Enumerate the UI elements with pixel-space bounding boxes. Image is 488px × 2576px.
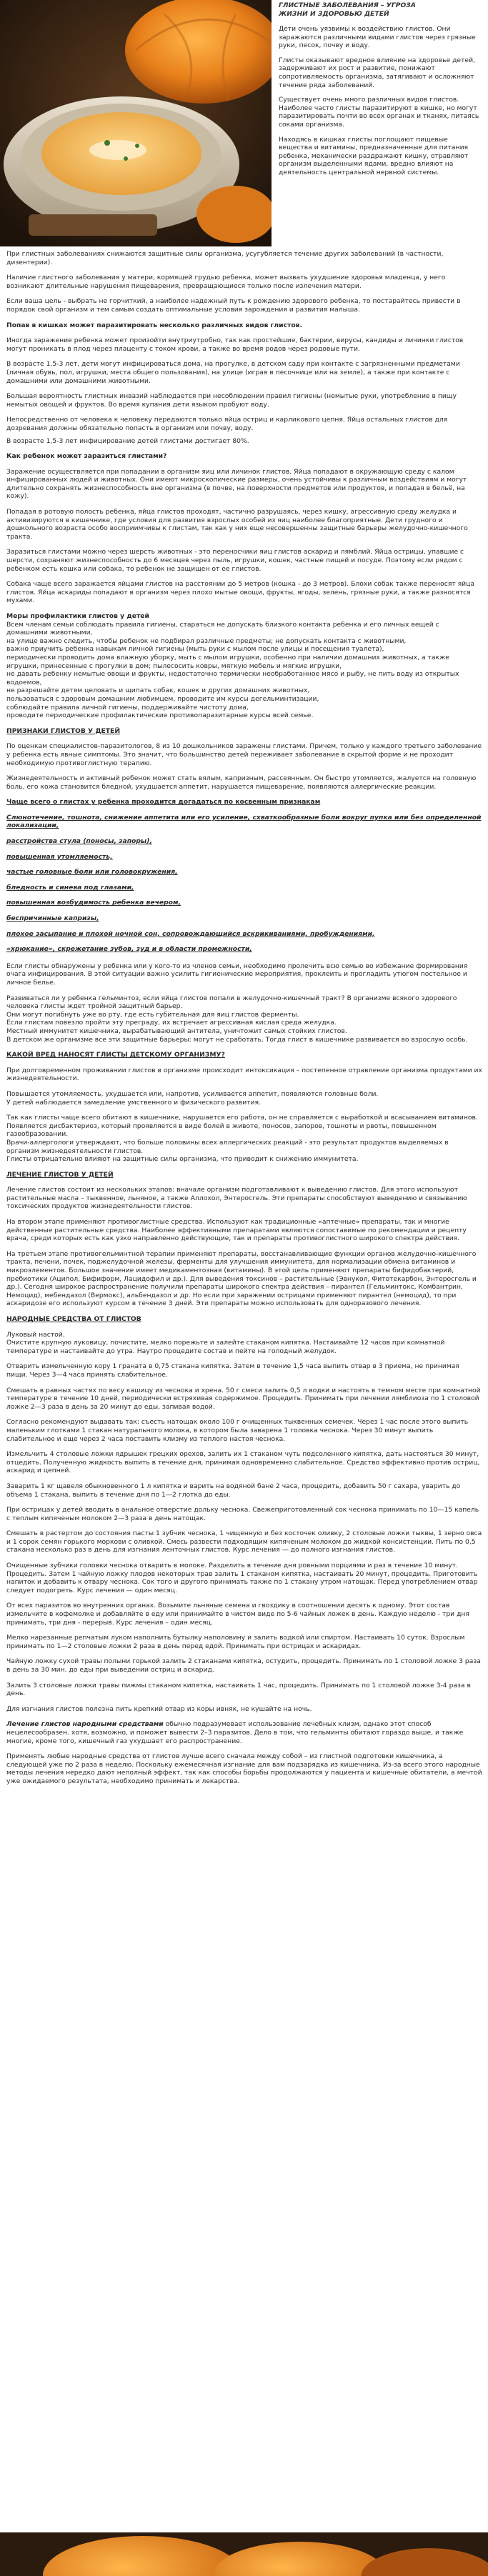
body-line: Повышается утомляемость, ухудшается или, напротив, усиливается аппетит, появляются головные боли.: [6, 1089, 379, 1098]
symptom-item: плохое засыпание и плохой ночной сон, сопровождающийся вскрикиваниями, пробуждениями,: [6, 929, 375, 938]
body-paragraph: Попадая в ротовую полость ребенка, яйца глистов проходят, частично разрушаясь, через кишку, агрессивную среду желудка и активизируются в кишечнике, где условия для развития взрослых особей из яиц наиболее благоприятные. Дети грудного и дошкольного возраста особо восприимчивы к глистам, так как у них еще несовершенны защитные барьеры желудочно-кишечного тракта.: [6, 508, 468, 541]
symptom-item: бледность и синева под глазами,: [6, 883, 134, 892]
closing-paragraph: [6, 1720, 482, 1745]
recipe-item: Согласно рекомендуют выдавать так: съесть натощак около 100 г очищенных тыквенных семечек. Через 1 час после этого выпить маленьким глотками 1 стакан натурального молока, в котором была заварена 1 головка чеснока. Через 30 минут выпить слабительное и еще через 2 часа поставить клизму из теплого настоя чеснока.: [6, 1418, 469, 1443]
closing-paragraph-2: Применять любые народные средства от глистов лучше всего сначала между собой – из глистной подготовки кишечника, а следующей уже по 2 раза в неделю. Поскольку ежемесячная изгнание для вам подзарядка из кишечника. Из-за всего этого народные методы лечения нередко дают неполный эффект, так как способы борьбы продолжаются у пациента и кишечные обитатели, а мечтой уже ожидаемого результата, необходимо принимать и лекарства.: [6, 1752, 482, 1785]
recipe-title: Луковый настой.: [6, 1330, 65, 1339]
intro-paragraph: Глисты оказывают вредное влияние на здоровье детей, задерживают их рост и развитие, понижают сопротивляемость организма, затягивают и осложняют течение ряда заболеваний.: [279, 56, 475, 89]
body-paragraph: На третьем этапе противогельминтной терапии применяют препараты, восстанавливающие функции органов желудочно-кишечного тракта, печени, почек, поджелудочной железы, ферменты для улучшения иммунитета, для нормализации обмена витаминов и микроэлементов. Большое значение имеет медикаментозная (витамины). В этой цель применяют препараты бифидобактерий, пребиотики (Аципол, Бифиформ, Лацидофил и др.). Для выведения токсинов – растительные (Эвнукол, Фитотекарбон, Энтеросгель и др.). Сегодня широкое распространение получили препараты широкого спектра действия – пирантел (Гельминтокс, Комбантрин, Немоцид), мебендазол (Вермокс), альбендазол и др. Но если при заражении острицами применяют пирантел (немоцид), то при аскаридозе его используют курсом в течение 3 дней. Эти препараты можно использовать для одноразового лечения.: [6, 1249, 477, 1308]
title-line-1: ГЛИСТНЫЕ ЗАБОЛЕВАНИЯ – УГРОЗА: [279, 1, 416, 9]
closing-text: обычно подразумевает использование лечебных клизм, однако этот способ нецелесообразен. хотя, возможно, и поможет вывести 2–3 паразитов. Дело в том, что гельминты обитают гораздо выше, и также многие, кроме того, кишечный газ ухудшает его распространение.: [6, 1720, 464, 1745]
intro-paragraph: Находясь в кишках глисты поглощают пищевые вещества и витамины, предназначенные для питания ребенка, механически раздражают кишку, отравляют организм выделенными ядами, вредно влияют на деятельность центральной нервной системы.: [279, 135, 469, 176]
section-heading-how: Как ребенок может заразиться глистами?: [6, 452, 167, 461]
list-item: периодически проводить дома влажную уборку, мыть с мылом игрушки, особенно при наличии домашних животных, а также игрушки, принесенные с прогулки в дом; пылесосить ковры, мягкую мебель и мягкие игрушки,: [6, 653, 449, 670]
body-line: Если глистам повезло пройти эту преграду, их встречает агрессивная кислая среда желудка.: [6, 1019, 337, 1027]
section-heading-ways: Попав в кишках может паразитировать несколько различных видов глистов.: [6, 321, 302, 329]
list-item: соблюдайте правила личной гигиены, поддерживайте чистоту дома,: [6, 703, 249, 712]
body-paragraph: При долговременном проживании глистов в организме происходит интоксикация – постепенное отравление организма продуктами их жизнедеятельности.: [6, 1066, 482, 1083]
list-item: важно приучить ребенка навыкам личной гигиены (мыть руки с мылом после улицы и посещения туалета),: [6, 645, 384, 654]
body-paragraph: В возрасте 1,5-3 лет инфицирование детей глистами достигает 80%.: [6, 436, 249, 445]
orange-photo-icon: [0, 2532, 488, 2576]
symptom-item: повышенная утомляемость,: [6, 852, 113, 861]
intro-paragraph: Существует очень много различных видов глистов. Наиболее часто глисты паразитируют в кишке, но могут паразитировать почти во всех органах и тканях, питаясь соками организма.: [279, 96, 479, 129]
page-title: [279, 1, 482, 18]
symptom-item: расстройства стула (поносы, запоры),: [6, 837, 152, 846]
intro-column: [279, 1, 482, 184]
body-paragraph: Лечение глистов состоит из нескольких этапов: вначале организм подготавливают к выведению глистов. Для этого используют растительные масла – тыквенное, льняное, а также Аллохол, Энтеросгель. Эти препараты способствуют выведению и связыванию токсических продуктов жизнедеятельности глистов.: [6, 1186, 467, 1211]
harm-block-1: [6, 1090, 482, 1107]
recipe-item: Отварить измельченную кору 1 граната в 0,75 стакана кипятка. Затем в течение 1,5 часа выпить отвар в 3 приема, не принимая пищи. Через 3—4 часа принять слабительное.: [6, 1362, 459, 1379]
body-paragraph: Непосредственно от человека к человеку передаются только яйца остриц и карликового цепня. Яйца остальных глистов для дозревания должны обязательно попасть в организм или почву, воду.: [6, 416, 448, 432]
recipe-item: Для изгнания глистов полезна пить крепкий отвар из коры ивняк, не кушайте на ночь.: [6, 1704, 312, 1713]
body-line: Глисты отрицательно влияют на защитные силы организма, что приводит к снижению иммунитета.: [6, 1155, 359, 1164]
list-item: на улице важно следить, чтобы ребенок не подбирал различные предметы; не допускать контакта с животными,: [6, 636, 407, 645]
body-paragraph: По оценкам специалистов-паразитологов, 8 из 10 дошкольников заражены глистами. Причем, только у каждого третьего заболевание у ребенка есть явные симптомы. Это значит, что большинство детей переживает заболевание в скрытой форме и не проходит необходимую противоглистную терапию.: [6, 742, 482, 767]
recipe-item: При острицах у детей вводить в анальное отверстие дольку чеснока. Свежеприготовленный сок чеснока принимать по 10—15 капель с теплым кипяченым молоком 2—3 раза в день натощак.: [6, 1506, 479, 1522]
section-heading-treatment: ЛЕЧЕНИЕ ГЛИСТОВ У ДЕТЕЙ: [6, 1170, 114, 1179]
body-paragraph: Жизнедеятельность и активный ребенок может стать вялым, капризным, рассеянным. Он быстро утомляется, жалуется на головную боль, его кожа становится бледной, ухудшается аппетит, нарушается пищеварение, появляются аллергические реакции.: [6, 774, 477, 791]
prevention-list: [6, 612, 482, 720]
body-paragraph: В возрасте 1,5-3 лет, дети могут инфицироваться дома, на прогулке, в детском саду при контакте с загрязненными предметами (личная обувь, пол, игрушки, места общего пользования), на улице (играя в песочнице или на земле), а также при контакте с домашними или домашними животными.: [6, 360, 460, 385]
section-heading-harm: КАКОЙ ВРЕД НАНОСЯТ ГЛИСТЫ ДЕТСКОМУ ОРГАНИЗМУ?: [6, 1051, 225, 1059]
body-paragraph: Большая вероятность глистных инвазий наблюдается при несоблюдении правил гигиены (немытые руки, употребление в пищу немытых овощей и фруктов. Во время купания дети языком пробуют воду.: [6, 392, 457, 409]
section-heading-signs: ПРИЗНАКИ ГЛИСТОВ У ДЕТЕЙ: [6, 727, 121, 735]
list-item: проводите периодические профилактические противопаразитарные курсы всей семье.: [6, 712, 314, 720]
section-heading-folk: НАРОДНЫЕ СРЕДСТВА ОТ ГЛИСТОВ: [6, 1315, 141, 1323]
section-heading-prevention: Меры профилактики глистов у детей: [6, 612, 149, 620]
body-paragraph: Если глисты обнаружены у ребенка или у кого-то из членов семьи, необходимо пролечить всю семью во избежание формирования очага инфицирования. В этой ситуации важно усилить гигиенические мероприятия, проклеить и прогладить утюгом постельное и личное белье.: [6, 962, 468, 987]
body-paragraph: Если ваша цель - выбрать не горчиткий, а наиболее надежный путь к рождению здорового ребенка, то постарайтесь привести в порядок свой организм и тем самым создать оптимальные условия зарождения и развития малыша.: [6, 297, 461, 314]
recipe-item: Мелко нарезанные репчатым луком наполнить бутылку наполовину и залить водкой или спиртом. Настаивать 10 суток. Взрослым принимать по 1—2 столовые ложки 2 раза в день перед едой. Принимать при острицах и аскаридах.: [6, 1634, 465, 1650]
barrier-block: [6, 994, 482, 1044]
body-paragraph: Иногда заражение ребенка может произойти внутриутробно, так как простейшие, бактерии, вирусы, кандиды и личинки глистов могут проникать в плод через плацентy с током крови, а также во время родов через родовые пути.: [6, 336, 464, 353]
recipe-item: Залить 3 столовые ложки травы пижмы стаканом кипятка, настаивать 1 час, процедить. Принимать по 1 столовой ложке 3-4 раза в день.: [6, 1681, 471, 1698]
symptom-list: [6, 814, 482, 954]
symptom-item: частые головные боли или головокружения,: [6, 868, 178, 877]
body-paragraph: Собака чаще всего заражается яйцами глистов на расстоянии до 5 метров (кошка - до 3 метров). Блохи собак также переносят яйца глистов. Яйца аскариды попадают в организм через плохо мытые овощи, фрукты, ягоды, зелень, грязные руки, а также разносятся мухами.: [6, 580, 475, 605]
body-line: Местный иммунитет кишечника, вырабатывающий антитела, уничтожит самых стойких глистов.: [6, 1027, 347, 1035]
intro-paragraph: Дети очень уязвимы к воздействию глистов. Они заражаются различными видами глистов через грязные руки, песок, почву и воду.: [279, 25, 476, 50]
symptom-item: повышенная возбудимость ребенка вечером,: [6, 899, 181, 907]
body-line: Врачи-аллергологи утверждают, что больше половины всех аллергических реакций - это результат продуктов выделяемых в организм жизнедеятельности глистов.: [6, 1138, 449, 1155]
body-paragraph: На втором этапе применяют противоглистные средства. Используют как традиционные «аптечные» препараты, так и многие действенные растительные средства. Наиболее эффективными препаратами являются сопоставимые по рекомендации и рецепту врача, среди которых есть как узко направленно действующие, так и препараты противоглистного широкого спектра действия.: [6, 1218, 467, 1243]
list-item: пользоваться с здоровым домашним любимцем, проводите им курсы дегельминтизации,: [6, 694, 319, 703]
pumpkin-photo-icon: [0, 0, 272, 246]
body-line: Появляется дисбактериоз, который проявляется в виде болей в животе, поносов, запоров, тошноты и рвоты, повышенном газообразовании.: [6, 1122, 437, 1139]
article-body: [6, 250, 482, 1793]
symptom-item: беспричинные капризы,: [6, 914, 99, 923]
title-line-2: ЖИЗНИ И ЗДОРОВЬЮ ДЕТЕЙ: [279, 9, 389, 18]
bottom-image: [0, 2532, 488, 2576]
sub-heading-symptoms: Чаще всего о глистах у ребенка проходится догадаться по косвенным признакам: [6, 798, 321, 807]
recipe-item: Чайную ложку сухой травы полыни горькой залить 2 стаканами кипятка, остудить, процедить. Принимать по 1 столовой ложке 3 раза в день за 30 мин. до еды при выведении остриц и аскарид.: [6, 1657, 481, 1674]
body-paragraph: При глистных заболеваниях снижаются защитные силы организма, усугубляется течение других заболеваний (в частности, дизентерии).: [6, 250, 444, 266]
recipe-item: Измельчить 4 столовые ложки ядрышек грецких орехов, залить их 1 стаканом чуть подсоленного кипятка, дать настояться 30 минут, отцедить. Полученную жидкость выпить в течение дня, принимая одновременно слабительное. Средство эффективно против остриц, аскарид и цепней.: [6, 1450, 480, 1475]
recipe-item: Заварить 1 кг щавеля обыкновенного 1 л кипятка и варить на водяной бане 2 часа, процедить, добавить 50 г сахара, уварить до объема 1 стакана, выпить в течение дня по 1—2 глотка до еды.: [6, 1482, 461, 1499]
body-line: Так как глисты чаще всего обитают в кишечнике, нарушается его работа, он не справляется с выработкой и всасыванием витаминов.: [6, 1114, 478, 1122]
symptom-item: «хрюкание», скрежетание зубов, зуд и в области промежности,: [6, 945, 252, 954]
hero-image: [0, 0, 272, 246]
closing-lead: Лечение глистов народными средствами: [6, 1720, 164, 1729]
body-line: У детей наблюдается замедление умственного и физического развития.: [6, 1098, 261, 1107]
body-line: Развиваться ли у ребенка гельминтоз, если яйца глистов попали в желудочно-кишечный тракт? В организме всякого здорового человека глисты ждет тройной защитный барьер.: [6, 994, 457, 1011]
body-paragraph: Заразиться глистами можно через шерсть животных - это переносчики яиц глистов аскарид и лямблий. Яйца острицы, упавшие с шерсти, сохраняют жизнеспособность до 6 месяцев через пыль, игрушки, кошек, частные пищей и посуде. Поэтому если рядом с ребенком есть кошка или собака, то ребенок не защищен от ее глистов.: [6, 548, 464, 573]
recipe-text: Очистите крупную луковицу, почистите, мелко порежьте и залейте стаканом кипятка. Настаивайте 12 часов при комнатной температуре и настаивайте до утра. Наутро процедите состав и пейте на голодный желудок.: [6, 1339, 445, 1355]
list-item: не разрешайте детям целовать и щипать собак, кошек и других домашних животных,: [6, 687, 310, 695]
body-paragraph: Наличие глистного заболевания у матери, кормящей грудью ребенка, может вызвать ухудшение здоровья младенца, у него возникают длительные нарушения пищеварения, превращающиеся только после излечения матери.: [6, 274, 446, 290]
recipe-item: От всех паразитов во внутренних органах. Возьмите льняные семена и гвоздику в соотношении десять к одному. Этот состав измельчите в кофемолке и добавляйте в еду или принимайте в чистом виде по 5-6 чайных ложек в день. Каждую неделю - три дня принимать, три дня - перерыв. Курс лечения – один месяц.: [6, 1602, 469, 1627]
list-item: Всем членам семьи соблюдать правила гигиены, стараться не допускать близкого контакта ребенка и его личных вещей с домашними животными,: [6, 620, 439, 637]
body-paragraph: Заражение осуществляется при попадании в организм яиц или личинок глистов. Яйца попадают в окружающую среду с калом инфицированных людей и животных. Они имеют микроскопические размеры, очень устойчивы к различным воздействиям и могут длительно сохранять жизнеспособность вне организма (в почве, на поверхности предметов или продуктов, и попадая в бельё, на кожу).: [6, 467, 467, 501]
symptom-item: Слюнотечение, тошнота, снижение аппетита или его усиление, схваткообразные боли вокруг пупка или без определенной локализации,: [6, 813, 482, 830]
harm-block-2: [6, 1114, 482, 1164]
body-line: Они могут погибнуть уже во рту, где есть губительная для яиц глистов ферменты.: [6, 1010, 299, 1019]
list-item: не давать ребенку немытые овощи и фрукты, недостаточно термически необработанное мясо и рыбу, не пить воду из открытых водоемов,: [6, 670, 459, 687]
body-line: В детском же организме все эти защитные барьеры: могут не сработать. Тогда глист в кишечнике развивается во взрослую особь.: [6, 1035, 468, 1044]
recipe-item: Смешать в растертом до состояния пасты 1 зубчик чеснока, 1 чищенную и без косточек оливку, 2 столовые ложки тыквы, 1 зерно овса и 1 сорок семян горького моркови с оливкой. Смесь развести подходящим кипяченым молоком до жидкой консистенции. Пить по 0,5 стакана несколько раз в день для изгнания ленточных глистов. Курс лечения — до полного изгнания глистов.: [6, 1529, 482, 1554]
recipe-item: Очищенные зубчики головки чеснока отварить в молоке. Разделить в течение дня ровными порциями и раз в течение 10 минут. Процедить. Затем 1 чайную ложку плодов некоторых трав залить 1 стаканом кипятка, настаивать 20 минут, процедить. Приготовить напиток и добавить к отвару чеснока. Сок того и другого принимать также по 1 стакану утром натощак. Перед употреблением отвар следует подогреть. Курс лечения — один месяц.: [6, 1562, 478, 1594]
recipe-item: Смешать в равных частях по весу кашицу из чеснока и хрена. 50 г смеси залить 0,5 л водки и настоять в темном месте при комнатной температуре в течение 10 дней, периодически встряхивая содержимое. Процедить. Принимать при лечении лямблиоза по 1 столовой ложке 2—3 раза в день за 20 минут до еды, запивая водой.: [6, 1386, 481, 1411]
recipe-item: [6, 1331, 482, 1356]
